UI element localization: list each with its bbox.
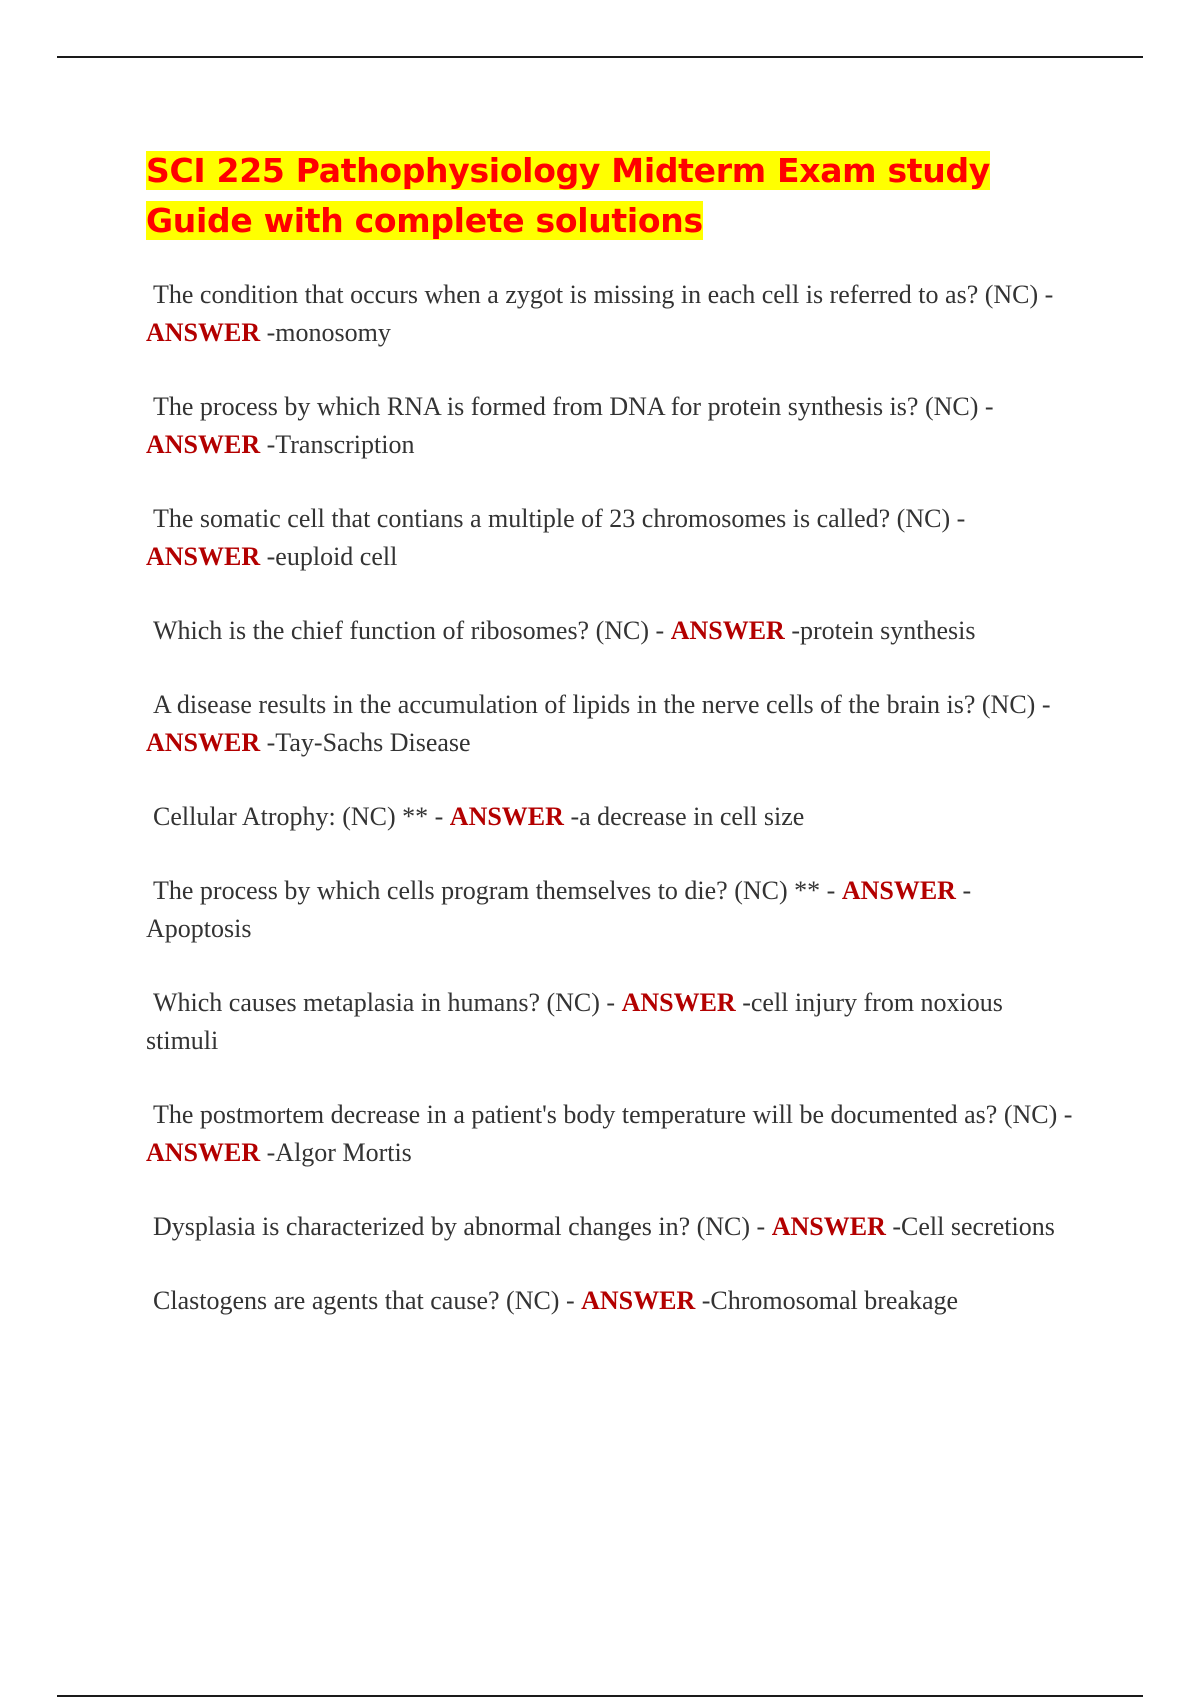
header-rule	[57, 56, 1143, 58]
answer-text: -protein synthesis	[791, 616, 976, 645]
answer-label: ANSWER	[841, 876, 956, 905]
answer-label: ANSWER	[581, 1286, 696, 1315]
qa-item	[146, 500, 1076, 576]
question-text: Clastogens are agents that cause? (NC) -	[153, 1286, 575, 1315]
answer-label: ANSWER	[146, 430, 261, 459]
answer-label: ANSWER	[449, 802, 564, 831]
qa-item	[146, 686, 1076, 762]
question-text: The somatic cell that contians a multiple of 23 chromosomes is called? (NC) -	[153, 504, 966, 533]
question-text: A disease results in the accumulation of lipids in the nerve cells of the brain is? (NC) -	[153, 690, 1051, 719]
footer-rule	[57, 1695, 1143, 1697]
answer-label: ANSWER	[771, 1212, 886, 1241]
qa-item	[146, 612, 1076, 650]
qa-item	[146, 984, 1076, 1060]
question-text: Dysplasia is characterized by abnormal changes in? (NC) -	[153, 1212, 766, 1241]
page-content	[146, 146, 1076, 1356]
answer-label: ANSWER	[670, 616, 785, 645]
qa-item	[146, 276, 1076, 352]
question-text: The process by which cells program themselves to die? (NC) ** -	[153, 876, 836, 905]
answer-text: -Algor Mortis	[266, 1138, 412, 1167]
question-text: Cellular Atrophy: (NC) ** -	[153, 802, 444, 831]
answer-text: -Cell secretions	[892, 1212, 1055, 1241]
question-text: Which causes metaplasia in humans? (NC) -	[153, 988, 616, 1017]
answer-label: ANSWER	[146, 542, 261, 571]
question-text: The process by which RNA is formed from DNA for protein synthesis is? (NC) -	[153, 392, 994, 421]
answer-text: -Transcription	[266, 430, 415, 459]
question-text: Which is the chief function of ribosomes? (NC) -	[153, 616, 665, 645]
question-text: The postmortem decrease in a patient's body temperature will be documented as? (NC) -	[153, 1100, 1073, 1129]
document-title-text: SCI 225 Pathophysiology Midterm Exam study Guide with complete solutions	[146, 151, 990, 240]
answer-text: -Chromosomal breakage	[701, 1286, 959, 1315]
answer-label: ANSWER	[146, 728, 261, 757]
qa-item	[146, 872, 1076, 948]
answer-text: -euploid cell	[266, 542, 398, 571]
answer-text: -Tay-Sachs Disease	[266, 728, 471, 757]
qa-item	[146, 798, 1076, 836]
qa-item	[146, 1282, 1076, 1320]
qa-item	[146, 1208, 1076, 1246]
answer-text: -cell injury from noxious stimuli	[146, 988, 1003, 1055]
answer-label: ANSWER	[146, 318, 261, 347]
answer-text: -Apoptosis	[146, 876, 972, 943]
answer-text: -monosomy	[266, 318, 391, 347]
qa-list	[146, 276, 1076, 1320]
document-title	[146, 146, 1076, 246]
answer-label: ANSWER	[146, 1138, 261, 1167]
qa-item	[146, 388, 1076, 464]
answer-text: -a decrease in cell size	[570, 802, 805, 831]
qa-item	[146, 1096, 1076, 1172]
answer-label: ANSWER	[621, 988, 736, 1017]
question-text: The condition that occurs when a zygot is missing in each cell is referred to as? (NC) -	[153, 280, 1054, 309]
